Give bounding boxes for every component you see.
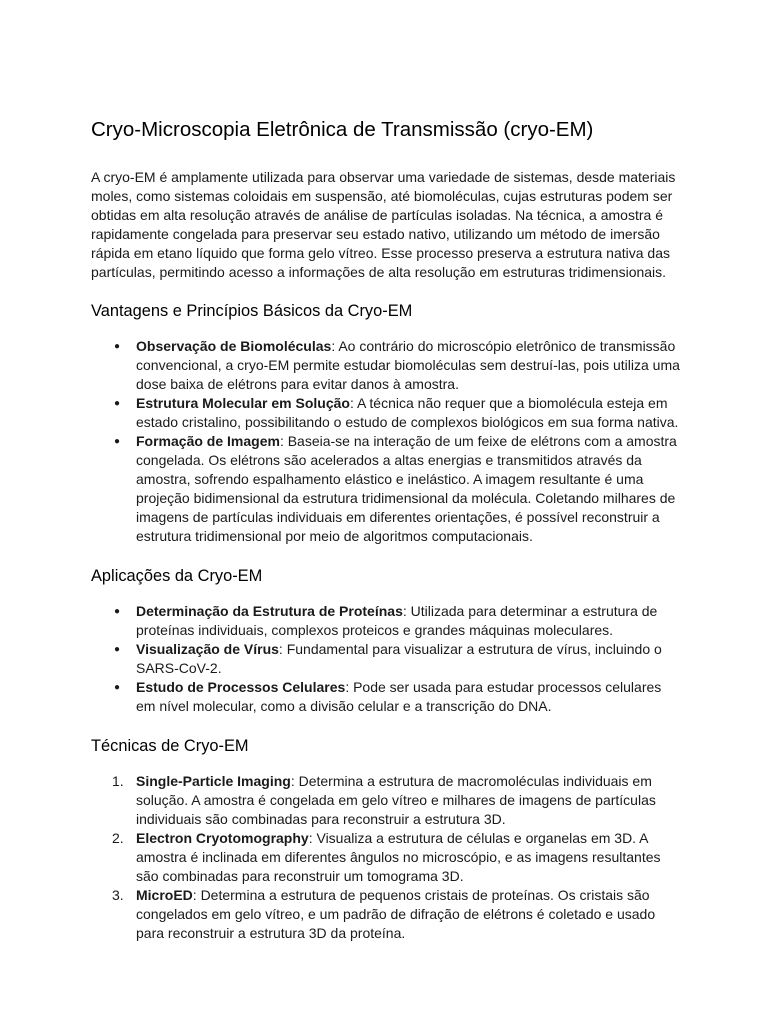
section-heading-aplicacoes: Aplicações da Cryo-EM <box>91 567 263 585</box>
list-item-term: Determinação da Estrutura de Proteínas <box>136 603 403 619</box>
list-item <box>136 432 680 546</box>
list-item-number: 3. <box>112 887 124 903</box>
list-item-text: : A técnica não requer que a biomolécula esteja em estado cristalino, possibilitando o estudo de complexos biológicos em sua forma nativa. <box>136 395 679 430</box>
list-item <box>136 602 680 640</box>
list-item-text: : Fundamental para visualizar a estrutura de vírus, incluindo o SARS-CoV-2. <box>136 641 662 676</box>
list-item-text: : Determina a estrutura de pequenos cristais de proteínas. Os cristais são congelados em gelo vítreo, e um padrão de difração de elétrons é coletado e usado para reconstruir a estrutura 3D da proteína. <box>136 887 656 941</box>
list-item <box>136 394 680 432</box>
list-item-term: Visualização de Vírus <box>136 641 279 657</box>
list-item <box>136 640 680 678</box>
list-item-term: Formação de Imagem <box>136 433 280 449</box>
list-item-term: Electron Cryotomography <box>136 830 309 846</box>
section-heading-vantagens: Vantagens e Princípios Básicos da Cryo-EM <box>91 302 413 320</box>
list-item-number: 2. <box>112 830 124 846</box>
intro-paragraph: A cryo-EM é amplamente utilizada para observar uma variedade de sistemas, desde materiais moles, como sistemas coloidais em suspensão, até biomoléculas, cujas estruturas podem ser obtidas em alta resolução através de análise de partículas isoladas. Na técnica, a amostra é rapidamente congelada para preservar seu estado nativo, utilizando um método de imersão rápida em etano líquido que forma gelo vítreo. Esse processo preserva a estrutura nativa das partículas, permitindo acesso a informações de alta resolução em estruturas tridimensionais. <box>91 169 676 280</box>
list-item-text: : Visualiza a estrutura de células e organelas em 3D. A amostra é inclinada em diferentes ângulos no microscópio, e as imagens resultantes são combinadas para reconstruir um tomograma 3D. <box>136 830 661 884</box>
list-item-text: : Utilizada para determinar a estrutura de proteínas individuais, complexos proteicos e grandes máquinas moleculares. <box>136 603 658 638</box>
list-item-term: Observação de Biomoléculas <box>136 338 332 354</box>
list-item-term: Single-Particle Imaging <box>136 773 291 789</box>
list-item-text: : Pode ser usada para estudar processos celulares em nível molecular, como a divisão celular e a transcrição do DNA. <box>136 679 662 714</box>
list-item-term: Estrutura Molecular em Solução <box>136 395 350 411</box>
list-item <box>136 678 680 716</box>
list-item-text: : Determina a estrutura de macromoléculas individuais em solução. A amostra é congelada em gelo vítreo e milhares de imagens de partículas individuais são combinadas para reconstruir a estrutura 3D. <box>136 773 656 827</box>
vantagens-list <box>91 337 680 546</box>
list-item <box>136 337 680 394</box>
page-title: Cryo-Microscopia Eletrônica de Transmissão (cryo-EM) <box>91 118 594 141</box>
list-item-text: : Ao contrário do microscópio eletrônico de transmissão convencional, a cryo-EM permite estudar biomoléculas sem destruí-las, pois utiliza uma dose baixa de elétrons para evitar danos à amostra. <box>136 338 680 392</box>
tecnicas-list <box>91 772 680 943</box>
list-item <box>112 772 680 829</box>
aplicacoes-list <box>91 602 680 716</box>
list-item-term: MicroED <box>136 887 193 903</box>
section-heading-tecnicas: Técnicas de Cryo-EM <box>91 737 249 755</box>
list-item-text: : Baseia-se na interação de um feixe de elétrons com a amostra congelada. Os elétrons são acelerados a altas energias e transmitidos através da amostra, sofrendo espalhamento elástico e inelástico. A imagem resultante é uma projeção bidimensional da estrutura tridimensional da molécula. Coletando milhares de imagens de partículas individuais em diferentes orientações, é possível reconstruir a estrutura tridimensional por meio de algoritmos computacionais. <box>136 433 677 544</box>
list-item-number: 1. <box>112 773 124 789</box>
list-item <box>112 829 680 886</box>
list-item-term: Estudo de Processos Celulares <box>136 679 346 695</box>
list-item <box>112 886 680 943</box>
